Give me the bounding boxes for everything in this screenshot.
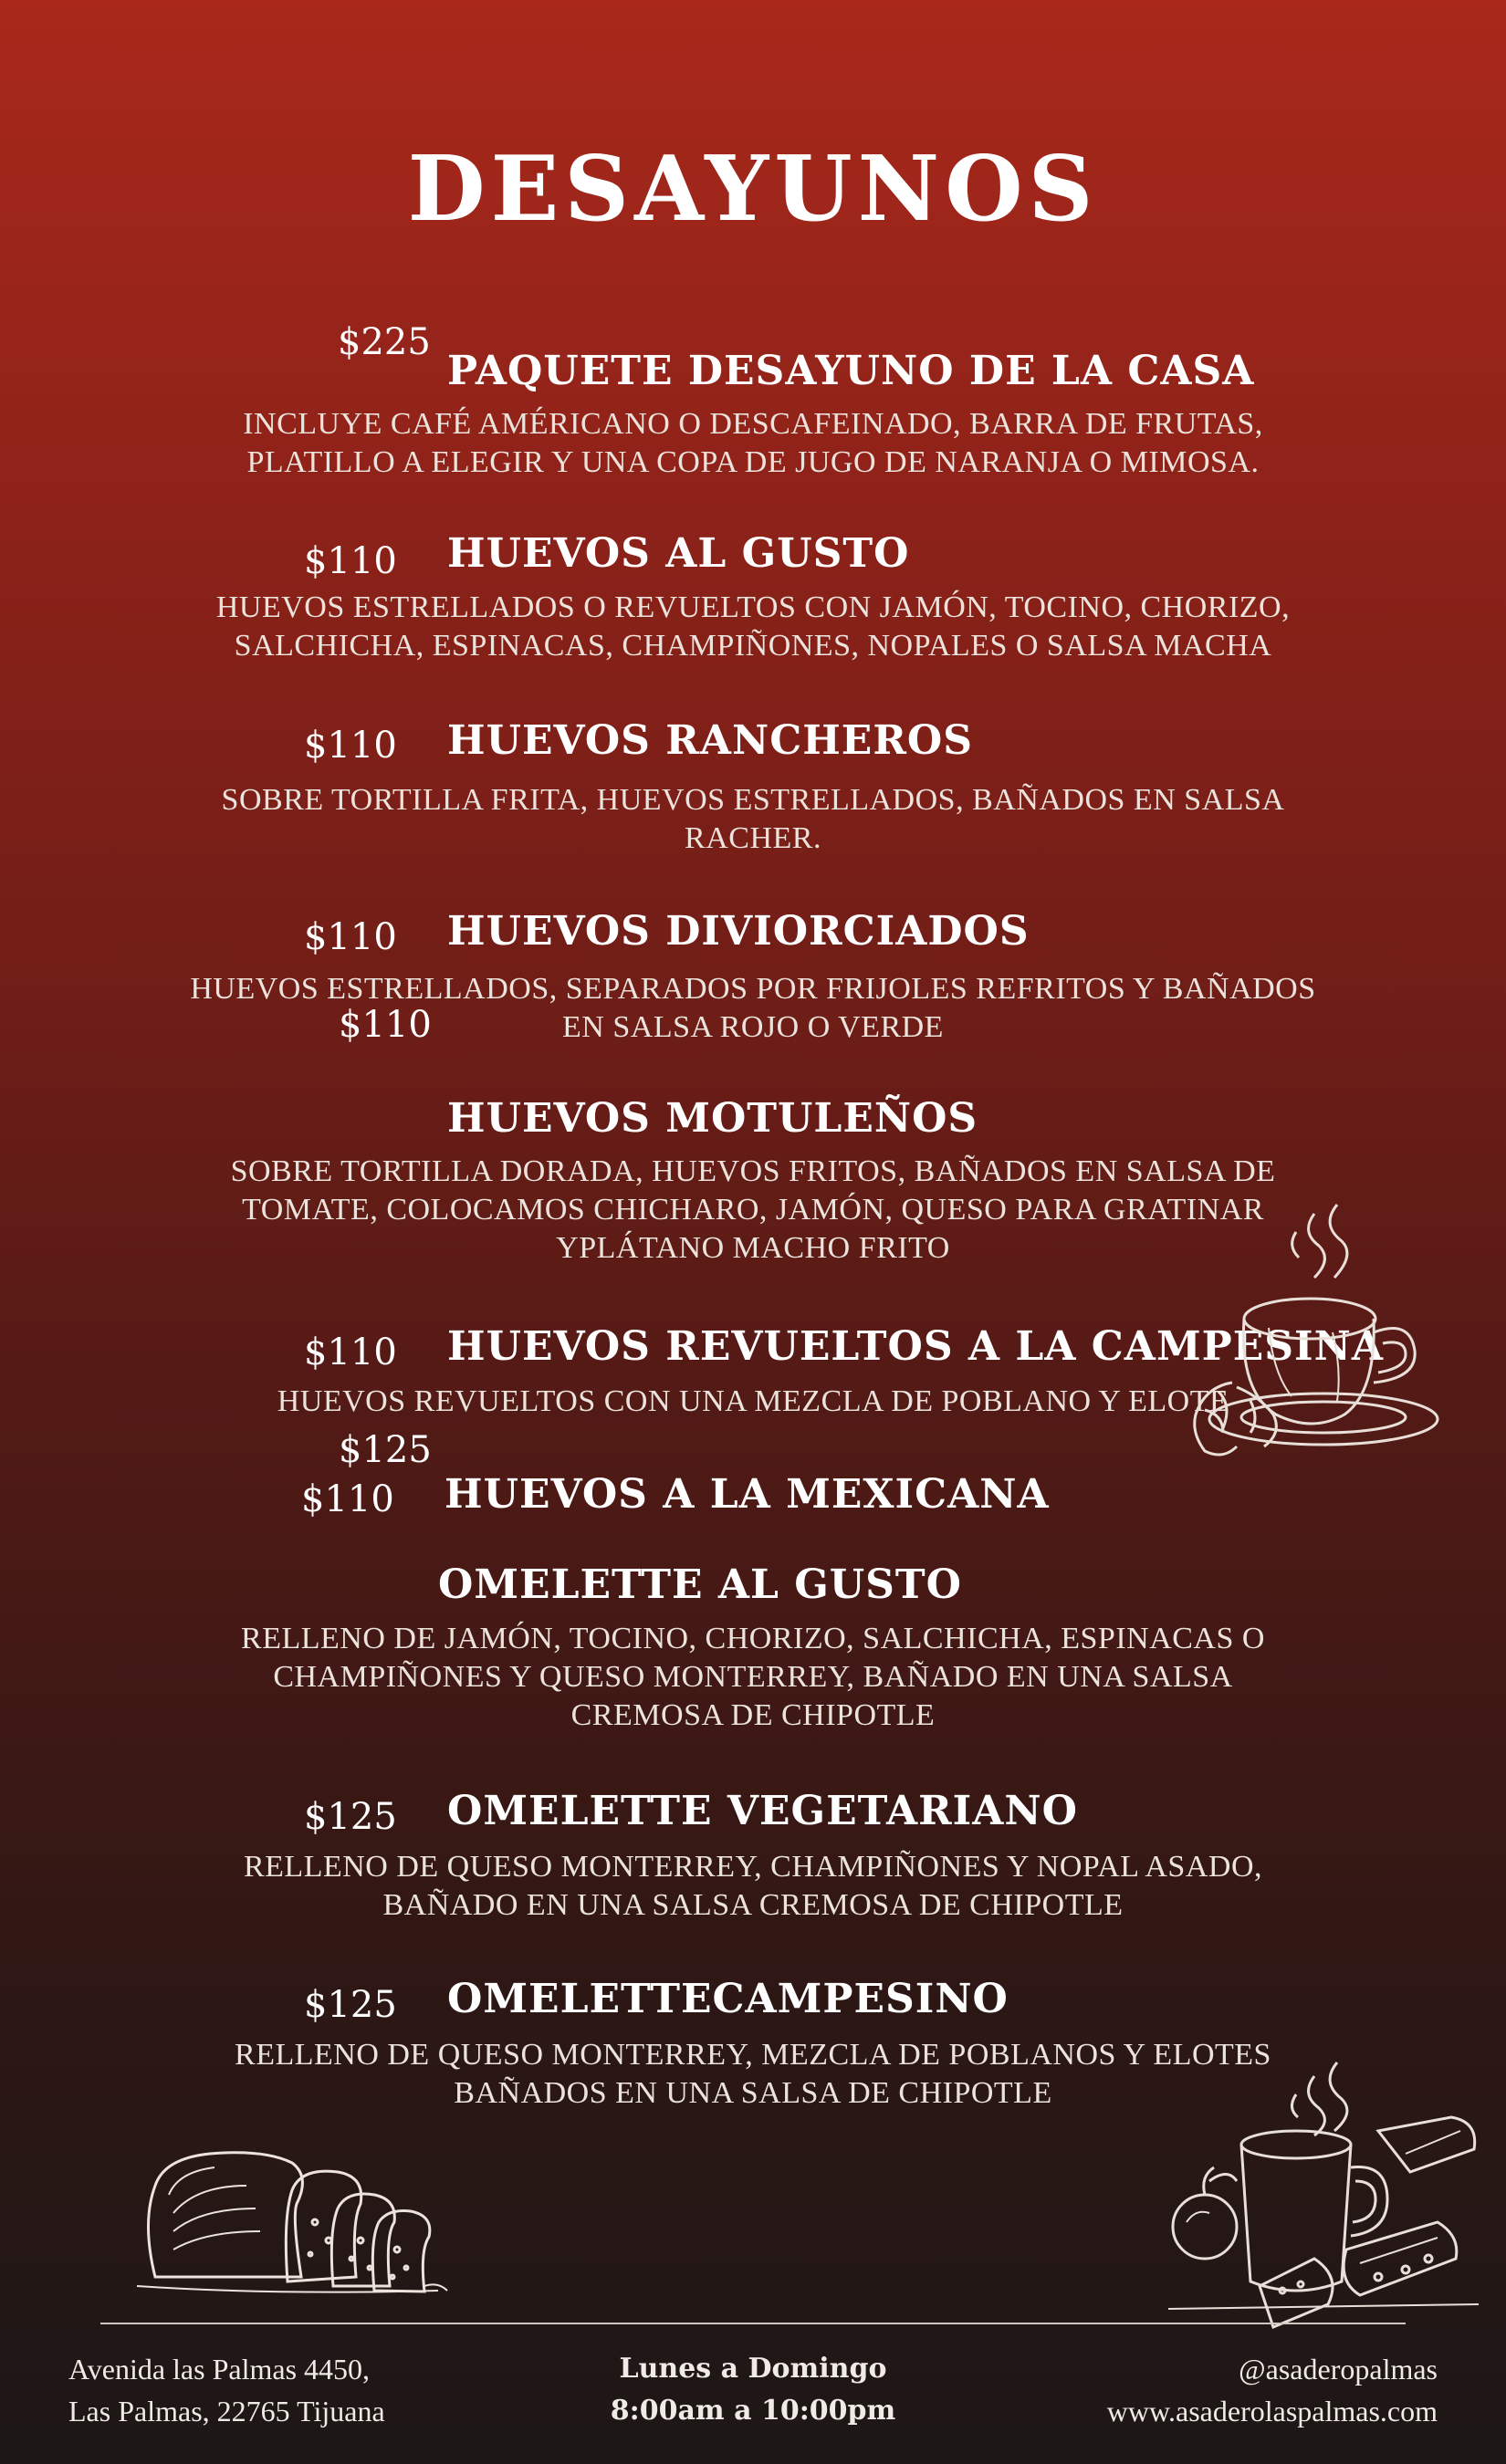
item-name-huevos-divorciados: HUEVOS DIVIORCIADOS — [447, 908, 1030, 955]
item-desc-huevos-divorciados: HUEVOS ESTRELLADOS, SEPARADOS POR FRIJOLES REFRITOS Y BAÑADOS EN SALSA ROJO O VERDE — [190, 972, 1316, 1044]
price-huevos-al-gusto: $110 — [304, 540, 397, 582]
item-desc-omelette-al-gusto: RELLENO DE JAMÓN, TOCINO, CHORIZO, SALCHICHA, ESPINACAS O CHAMPIÑONES Y QUESO MONTERREY, BAÑADO EN UNA SALSA CREMOSA DE CHIPOTLE — [241, 1622, 1265, 1732]
footer-address-line1: Avenida las Palmas 4450, — [68, 2353, 371, 2386]
item-desc-huevos-al-gusto: HUEVOS ESTRELLADOS O REVUELTOS CON JAMÓN, TOCINO, CHORIZO, SALCHICHA, ESPINACAS, CHAMPIÑONES, NOPALES O SALSA MACHA — [215, 590, 1291, 663]
price-huevos-revueltos-campesina: $110 — [304, 1331, 397, 1373]
item-desc-huevos-revueltos-campesina: HUEVOS REVUELTOS CON UNA MEZCLA DE POBLANO Y ELOTE — [277, 1384, 1229, 1418]
item-name-omelette-al-gusto: OMELETTE AL GUSTO — [438, 1561, 963, 1608]
breakfast-set-icon — [1168, 2031, 1483, 2323]
footer-address-line2: Las Palmas, 22765 Tijuana — [68, 2395, 385, 2427]
price-huevos-rancheros: $110 — [304, 725, 397, 767]
item-name-huevos-rancheros: HUEVOS RANCHEROS — [447, 717, 973, 764]
item-desc-huevos-rancheros: SOBRE TORTILLA FRITA, HUEVOS ESTRELLADOS, BAÑADOS EN SALSA RACHER. — [221, 783, 1285, 855]
footer-hours — [570, 2348, 936, 2432]
item-desc-paquete-desayuno: INCLUYE CAFÉ AMÉRICANO O DESCAFEINADO, BARRA DE FRUTAS, PLATILLO A ELEGIR Y UNA COPA DE JUGO DE NARANJA O MIMOSA. — [243, 407, 1263, 479]
bread-loaf-icon — [137, 2140, 456, 2300]
item-desc-omelette-campesino: RELLENO DE QUESO MONTERREY, MEZCLA DE POBLANOS Y ELOTES BAÑADOS EN UNA SALSA DE CHIPOTLE — [235, 2038, 1271, 2110]
menu-title: DESAYUNOS — [407, 137, 1099, 242]
item-name-omelette-campesino: OMELETTECAMPESINO — [447, 1976, 1009, 2022]
item-desc-omelette-vegetariano: RELLENO DE QUESO MONTERREY, CHAMPIÑONES Y NOPAL ASADO, BAÑADO EN UNA SALSA CREMOSA DE CHIPOTLE — [243, 1850, 1262, 1922]
item-name-omelette-vegetariano: OMELETTE VEGETARIANO — [447, 1788, 1078, 1834]
price-huevos-mexicana: $110 — [301, 1478, 394, 1520]
price-huevos-divorciados: $110 — [304, 916, 397, 958]
item-name-huevos-al-gusto: HUEVOS AL GUSTO — [447, 530, 910, 577]
footer-address — [68, 2348, 385, 2432]
coffee-cup-croissant-icon — [1214, 1195, 1451, 1451]
footer-time: 8:00am a 10:00pm — [610, 2395, 896, 2427]
footer-divider — [100, 2323, 1406, 2324]
price-huevos-motulenos: $110 — [339, 1004, 432, 1046]
footer-social-handle[interactable]: @asaderopalmas — [1239, 2353, 1438, 2386]
item-name-huevos-revueltos-campesina: HUEVOS REVUELTOS A LA CAMPESINA — [447, 1323, 1384, 1370]
price-omelette-vegetariano: $125 — [304, 1796, 397, 1838]
footer-contact — [1107, 2348, 1438, 2432]
item-name-huevos-motulenos: HUEVOS MOTULEÑOS — [447, 1095, 978, 1142]
price-omelette-campesino: $125 — [304, 1984, 397, 2026]
footer-website-link[interactable]: www.asaderolaspalmas.com — [1106, 2395, 1438, 2427]
price-paquete-desayuno: $225 — [338, 321, 431, 363]
item-name-huevos-mexicana: HUEVOS A LA MEXICANA — [444, 1471, 1050, 1518]
item-name-paquete-desayuno: PAQUETE DESAYUNO DE LA CASA — [447, 348, 1255, 394]
price-omelette-al-gusto: $125 — [339, 1429, 432, 1471]
item-desc-huevos-motulenos: SOBRE TORTILLA DORADA, HUEVOS FRITOS, BAÑADOS EN SALSA DE TOMATE, COLOCAMOS CHICHARO, JAMÓN, QUESO PARA GRATINAR YPLÁTANO MACHO FRITO — [230, 1154, 1276, 1265]
footer-days: Lunes a Domingo — [619, 2353, 887, 2385]
